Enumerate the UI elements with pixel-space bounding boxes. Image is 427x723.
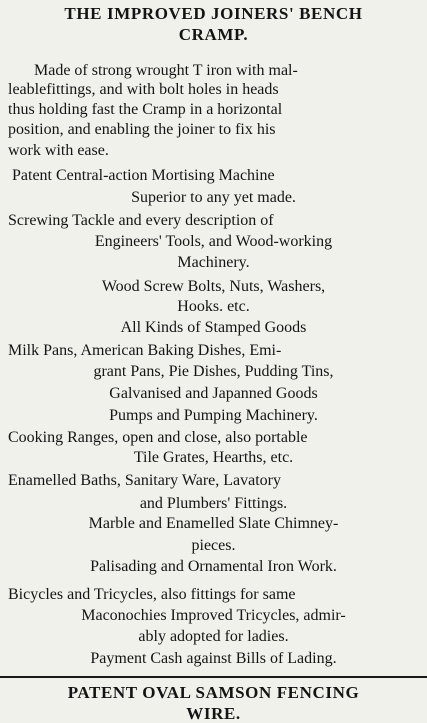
body-line: Wood Screw Bolts, Nuts, Washers,	[101, 278, 326, 295]
body-line: Engineers' Tools, and Wood-working	[94, 233, 333, 250]
body-line: Made of strong wrought T iron with mal-	[34, 62, 298, 79]
body-line: position, and enabling the joiner to fix his	[8, 121, 276, 138]
body-line: Marble and Enamelled Slate Chimney-	[88, 515, 339, 532]
next-advert-title-line-1: PATENT OVAL SAMSON FENCING	[67, 683, 360, 702]
body-line: grant Pans, Pie Dishes, Pudding Tins,	[93, 363, 334, 380]
next-advert-title-line-2: WIRE.	[186, 704, 241, 723]
body-line: Bicycles and Tricycles, also fittings for same	[8, 586, 296, 603]
body-line: Machinery.	[177, 254, 250, 271]
body-line: ably adopted for ladies.	[138, 628, 289, 645]
body-line: Screwing Tackle and every description of	[8, 212, 274, 229]
body-line: Galvanised and Japanned Goods	[109, 385, 318, 402]
body-line: Maconochies Improved Tricycles, admir-	[81, 607, 346, 624]
body-line: Palisading and Ornamental Iron Work.	[90, 558, 337, 575]
body-line: and Plumbers' Fittings.	[139, 495, 288, 512]
body-line: Hooks. etc.	[177, 298, 250, 315]
body-line: pieces.	[191, 537, 236, 554]
advert-title-line-2: CRAMP.	[178, 25, 249, 44]
body-line: thus holding fast the Cramp in a horizontal	[8, 101, 283, 118]
body-line: Pumps and Pumping Machinery.	[109, 407, 318, 424]
body-line: Superior to any yet made.	[131, 189, 296, 206]
body-line: Enamelled Baths, Sanitary Ware, Lavatory	[8, 472, 281, 489]
body-line: All Kinds of Stamped Goods	[120, 319, 307, 336]
body-line: Cooking Ranges, open and close, also portable	[8, 429, 308, 446]
body-line: work with ease.	[8, 142, 109, 159]
body-line: Tile Grates, Hearths, etc.	[133, 449, 294, 466]
body-line: Payment Cash against Bills of Lading.	[90, 650, 337, 667]
body-line: leablefittings, and with bolt holes in heads	[8, 81, 279, 98]
advert-title-line-1: THE IMPROVED JOINERS' BENCH	[64, 4, 363, 23]
body-line: Milk Pans, American Baking Dishes, Emi-	[8, 342, 282, 359]
body-line: Patent Central-action Mortising Machine	[12, 167, 275, 184]
column-divider	[0, 676, 427, 678]
